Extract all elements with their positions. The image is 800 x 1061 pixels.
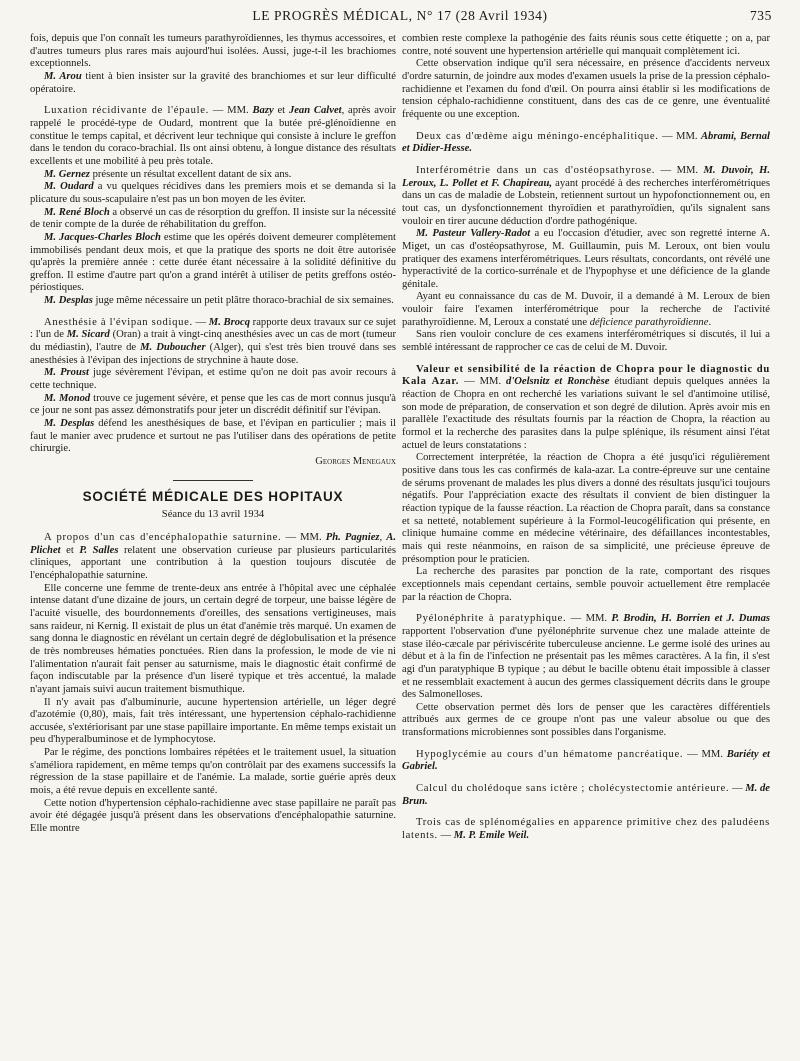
article-title: Pyélonéphrite à paratyphique. [416, 613, 567, 625]
paragraph: La recherche des parasites par ponction de la rate, comportant des risques exceptionnels mais cependant certains, semble pouvoir actuellement être remplacée par la réaction de Chopra. [402, 566, 770, 603]
paragraph [30, 393, 396, 418]
article-title: Anesthésie à l'évipan sodique. [44, 316, 193, 328]
paragraph-text: estime que les opérés doivent demeurer complètement immobilisés pendant deux mois, et que la pratique des sports ne doit être autorisée qu'après la première année : cette durée étant nécessaire à la solidité définitive du greffon. Il estime d'autre part qu'on a grand intérêt à utiliser de petits greffons ostéo-périostiques. [30, 231, 396, 294]
paragraph [30, 418, 396, 456]
author: M. Sicard [66, 329, 110, 341]
author: Abrami, Bernal et Didier-Hesse. [402, 130, 770, 155]
paragraph [30, 367, 396, 392]
paragraph-text: trouve ce jugement sévère, et pense que les cas de mort connus jusqu'à ce jour ne sont pas assez démonstratifs pour jeter un discrédit définitif sur l'évipan. [30, 392, 396, 417]
paragraph: Cette observation indique qu'il sera nécessaire, en présence d'accidents nerveux d'ordre saturnin, de joindre aux modes d'examen usuels la prise de la pression céphalo-rachidienne et l'examen du fond d'œil. On pourra ainsi établir si les modifications de tension céphalo-rachidienne constituent, dans des cas de ce genre, une éventualité fréquente ou une exception. [402, 58, 770, 120]
paragraph-text: rapporte deux travaux sur ce sujet : l'un de [30, 316, 396, 341]
author: M. Duboucher [140, 342, 206, 354]
paragraph-text: , après avoir rappelé le procédé-type de Oudard, montrent que la butée pré-glénoïdienne en constitue le temps capital, et décrivent leur technique qui consiste à inclure le greffon dans le tendon du coraco-brachial. Ils ont ainsi obtenu, à longue distance des résultats excellents et une mobilité à peu près totale. [30, 105, 396, 167]
byline-sep: — MM. [683, 748, 727, 760]
byline-sep: — [437, 830, 454, 842]
article-title: Deux cas d'œdème aigu méningo-encéphalitique. [416, 130, 659, 142]
paragraph: Correctement interprétée, la réaction de Chopra a été jusqu'ici régulièrement positive dans tous les cas confirmés de kala-azar. La contre-épreuve sur une centaine de sérums provenant de malades les plus divers a donné des résultats jusqu'ici toujours négatifs. Pour l'appréciation exacte des résultats il convient de bien distinguer la réaction typique de la fausse réaction. La réaction de Chopra paraît, dans sa constance et sa netteté, notablement supérieure à la Formol-leucogélification qui présente, en clinique humaine comme en médecine vétérinaire, des défaillances incontestables, mais qui reste néanmoins, en raison de sa simplicité, une précieuse épreuve de présomption pour le praticien. [402, 452, 770, 565]
byline-sep: — MM. [655, 164, 704, 176]
author: Jean Calvet [288, 105, 342, 117]
paragraph [402, 228, 770, 291]
article-title: Interférométrie dans un cas d'ostéopsathyrose. [416, 164, 656, 176]
article-entry [402, 165, 770, 228]
paragraph-text: rapportent l'observation d'une pyélonéphrite survenue chez une malade atteinte de stase iléo-cæcale par périviscérite tuberculeuse ancienne. Le germe isolé des urines au début et à la fin de l'infection ne présentait pas les mêmes caractères. A la fin, il s'est agi d'un paratyphique B typique ; au début le bacille obtenu était impossible à classer et ne ressemblait exactement à aucun des germes classiquement décrits dans le groupe des Salmonelloses. [402, 625, 770, 701]
author: M. Oudard [44, 181, 94, 193]
author: M. Proust [44, 367, 89, 379]
paragraph-text: juge même nécessaire un petit plâtre thoraco-brachial de six semaines. [92, 295, 394, 307]
section-title: SOCIÉTÉ MÉDICALE DES HOPITAUX [82, 488, 344, 504]
article-entry [402, 749, 770, 774]
author: M. de Brun. [402, 783, 770, 807]
paragraph-text: a eu l'occasion d'étudier, avec son regretté interne A. Miget, un cas d'ostéopsathyrose, M. Guillaumin, puis M. Leroux, ont bien voulu pratiquer des examens interférométriques. Leurs résultats, concordants, ont révélé une hyperactivité de la cortico-surrénale et de l'hypophyse et une déficience de la glande génitale. [402, 228, 770, 290]
section-divider [173, 480, 253, 481]
paragraph: Elle concerne une femme de trente-deux ans entrée à l'hôpital avec une céphalée intense datant d'une dizaine de jours, un certain degré de torpeur, une baisse légère de l'acuité visuelle, des bourdonnements d'oreilles, des sensations vertigineuses, mais sans raideur, ni Kernig. Il existait de plus un état d'anémie très marqué. Un examen de sang donna le diagnostic en révélant un certain degré de déglobulisation et la présence de très nombreuses hématies ponctuées. Rien dans la profession, le mode de vie ni l'alimentation n'aurait fait penser au saturnisme, mais le diagnostic était confirmé de façon indiscutable par la présence d'un liseré typique et très accentué, la malade n'ayant jamais suivi aucun traitement bismuthique. [30, 582, 396, 695]
article-entry [402, 364, 770, 453]
right-column [402, 33, 770, 1053]
article-title: Trois cas de splénomégalies en apparence primitive chez des paludéens latents. [402, 817, 770, 842]
paragraph-text: a vu quelques récidives dans les premiers mois et se demanda si la plicature du sous-scapulaire n'est pas un bon moyen de les éviter. [30, 181, 396, 205]
journal-title: LE PROGRÈS MÉDICAL, N° 17 (28 Avril 1934) [252, 8, 548, 23]
conjunction: et [273, 105, 289, 117]
paragraph: Cette observation permet dès lors de penser que les caractères différentiels attribués aux germes de ce groupe n'ont pas une valeur absolue ou que des transformations microbiennes sont possibles dans l'organisme. [402, 701, 770, 739]
author: A. Plichet [30, 531, 396, 556]
byline-sep: — MM. [281, 531, 326, 543]
paragraph: Il n'y avait pas d'albuminurie, aucune hypertension artérielle, un léger degré d'azotémie (0,80), mais, fait très intéressant, une hypertension céphalo-rachidienne accusée, s'extériorisant par une stase papillaire importante. En même temps existait un peu d'hyperalbuminose et de lymphocytose. [30, 696, 396, 746]
paragraph: combien reste complexe la pathogénie des faits réunis sous cette étiquette ; on a, par contre, noté souvent une hypertension artérielle qui manquait complètement ici. [402, 33, 770, 57]
article-entry [402, 783, 770, 808]
article-title: Valeur et sensibilité de la réaction de Chopra pour le diagnostic du Kala Azar. [402, 363, 770, 388]
article-title: Calcul du cholédoque sans ictère ; cholécystectomie antérieure. [416, 783, 730, 795]
paragraph-text: étudiant depuis quelques années la réaction de Chopra en ont recherché les variations suivant le sel d'antimoine utilisé, son mode de préparation, de conservation et son degré de dilution. Après avoir mis en parallèle l'exactitude des résultats fournis par la réaction de Chopra, la réaction au formol et la recherche des parasites dans la pulpe splénique, ils résument ainsi l'état actuel de leurs constatations : [402, 376, 770, 451]
author: Bariéty et Gabriel. [402, 748, 770, 773]
conjunction: et [60, 544, 80, 556]
signature: Georges Menegaux [315, 456, 396, 467]
paragraph-text: juge sévèrement l'évipan, et estime qu'on ne doit pas avoir recours à cette technique. [30, 367, 396, 392]
article-title: A propos d'un cas d'encéphalopathie saturnine. [44, 531, 282, 543]
paragraph [30, 169, 396, 182]
author: P. Brodin, H. Borrien et J. Dumas [611, 613, 770, 625]
article-entry [30, 105, 396, 168]
paragraph [30, 207, 396, 232]
author: M. Gernez [44, 168, 90, 180]
author: M. P. Emile Weil. [453, 830, 530, 842]
byline-sep: — MM. [658, 130, 701, 142]
author: M. Monod [44, 392, 91, 404]
paragraph: Par le régime, des ponctions lombaires répétées et le traitement usuel, la situation s'améliora rapidement, en même temps qu'on contrôlait par des examens successifs la régression de la stase papillaire et de l'anémie. La malade, sortie guérie après deux mois, a été revue depuis en excellente santé. [30, 747, 396, 797]
author: M. Duvoir, H. Leroux, L. Pollet et F. Chapireau, [402, 164, 770, 189]
author: M. Pasteur Vallery-Radot [416, 228, 531, 240]
article-entry [402, 131, 770, 156]
left-column [30, 33, 396, 1053]
article-entry [402, 613, 770, 702]
paragraph-text: défend les anesthésiques de base, et l'évipan en particulier ; mais il faut le manier avec prudence et surtout ne pas l'utiliser dans des opérations de petite chirurgie. [30, 418, 396, 455]
emphasis: déficience parathyroïdienne [589, 316, 709, 328]
paragraph-text: relatent une observation curieuse par plusieurs particularités cliniques, apportant une contribution à la question toujours discutée de l'encéphalopathie saturnine. [30, 544, 396, 581]
paragraph-text: a observé un cas de résorption du greffon. Il insiste sur la nécessité de tenir compte de la durée de réhabilitation du greffon. [30, 206, 396, 231]
paragraph-text: présente un résultat excellent datant de six ans. [89, 168, 292, 180]
author: Ph. Pagniez [325, 531, 380, 543]
author: P. Salles [79, 544, 119, 556]
byline-sep: — MM. [566, 613, 612, 625]
author: d'Oelsnitz et Ronchèse [506, 376, 610, 388]
author: M. René Bloch [44, 206, 110, 218]
article-entry [402, 817, 770, 842]
paragraph-text: ayant procédé à des recherches interférométriques dans un cas de maladie de Lobstein, retiennent surtout un hypofonctionnement ou, en tout cas, un dysfonctionnement thyroïdien et parathyroïdien, qu'ils signalent sans vouloir en tirer aucune déduction d'ordre pathogénique. [402, 177, 770, 227]
author: M. Jacques-Charles Bloch [44, 231, 161, 243]
session-date: Séance du 13 avril 1934 [161, 509, 265, 521]
paragraph [30, 71, 396, 96]
author: M. Desplas [44, 295, 93, 307]
paragraph-text: . [708, 316, 712, 328]
byline-sep: — [192, 316, 209, 328]
paragraph-text: tient à bien insister sur la gravité des branchiomes et sur leur difficulté opératoire. [30, 70, 396, 95]
paragraph: fois, depuis que l'on connaît les tumeurs parathyroïdiennes, les thymus accessoires, et d'autres tumeurs plus rares mais aujourd'hui isolées. Aussi, juge-t-il les brachiomes exceptionnels. [30, 33, 396, 70]
byline-sep: — MM. [208, 105, 253, 117]
paragraph-text: (Oran) a trait à vingt-cinq anesthésies avec un cas de mort (tumeur du médiastin), l'autre de [30, 329, 396, 354]
byline-sep: — [729, 783, 746, 795]
article-title: Hypoglycémie au cours d'un hématome pancréatique. [416, 748, 684, 760]
paragraph-text: (Alger), qui s'est très bien trouvé dans ses anesthésies à l'évipan des injections de strychnine à haute dose. [30, 342, 396, 366]
author: Bazy [252, 105, 274, 117]
article-title: Luxation récidivante de l'épaule. [44, 105, 209, 117]
article-entry [30, 317, 396, 368]
paragraph [30, 295, 396, 308]
running-header [28, 8, 772, 30]
paragraph [402, 291, 770, 329]
byline-sep: — MM. [459, 376, 507, 388]
author: M. Desplas [44, 418, 95, 430]
separator: , [379, 531, 387, 543]
author: M. Brocq [208, 316, 251, 328]
paragraph: Cette notion d'hypertension céphalo-rachidienne avec stase papillaire ne paraît pas avoir été dégagée jusqu'à présent dans les observations d'encéphalopathie saturnine. Elle montre [30, 797, 396, 835]
page-number: 735 [749, 8, 772, 23]
article-entry [30, 532, 396, 583]
paragraph: Sans rien vouloir conclure de ces examens interférométriques si discutés, il lui a semblé intéressant de rapprocher ce cas de celui de M. Duvoir. [402, 329, 770, 354]
paragraph [30, 181, 396, 206]
paragraph-text: Ayant eu connaissance du cas de M. Duvoir, il a demandé à M. Leroux de bien vouloir faire l'examen interférométrique pour la recherche de l'activité parathyroïdienne. M, Leroux a constaté une [402, 291, 770, 328]
paragraph [30, 232, 396, 295]
author: M. Arou [44, 70, 82, 82]
